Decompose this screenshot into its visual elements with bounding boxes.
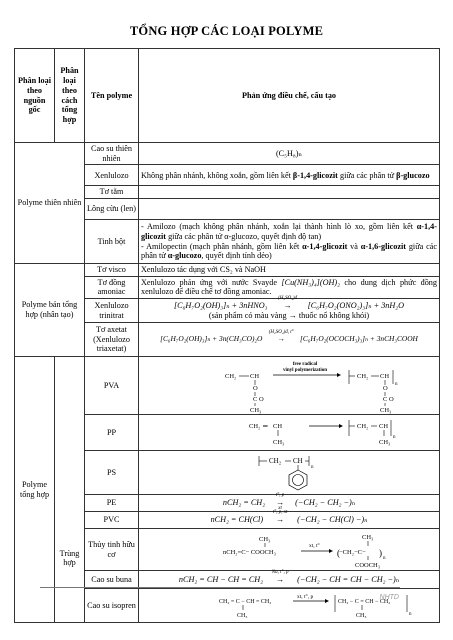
equation-note: (sản phẩm có màu vàng → thuốc nổ không khói) xyxy=(208,310,370,320)
equation-rhs: (−CH₂ − CH₂ −)ₙ xyxy=(295,498,356,508)
atom: CH xyxy=(379,422,389,430)
arrow-head xyxy=(325,599,329,603)
equation-lhs: nCH₂ = CH₂ xyxy=(222,498,266,508)
equation xyxy=(141,295,437,311)
equation xyxy=(141,330,437,344)
arrow-condition: xt, t° xyxy=(309,542,320,549)
page-title: TỔNG HỢP CÁC LOẠI POLYME xyxy=(129,24,324,38)
isoprene-structure xyxy=(139,590,449,622)
atom: CH₂ xyxy=(357,422,369,430)
polymer-name: Xenlulozo xyxy=(85,165,139,186)
reaction-arrow: (H₂SO₄)đ, t° → xyxy=(264,335,298,344)
text: cho dung dịch phức đồng xenlulozo để điều chế tơ đồng amoniac. xyxy=(141,277,437,297)
header-synthesis: Phân loại theo cách tổng hợp xyxy=(55,49,85,143)
polymer-name: Tơ tằm xyxy=(85,186,139,199)
bond-type: α-1,6-glicozit xyxy=(360,241,407,251)
polymer-name: PVA xyxy=(85,357,139,415)
table-row xyxy=(15,357,440,415)
atom: CH xyxy=(273,422,283,430)
reaction-arrow: (H₂SO₄)đ → xyxy=(270,301,306,311)
arrow-head xyxy=(329,549,333,553)
atom: CH xyxy=(250,372,260,380)
equation-rhs: (−CH₂ − CH(Cl) −)ₙ xyxy=(297,515,368,525)
arrow-condition: free radical xyxy=(292,361,318,367)
footer-divider xyxy=(40,587,400,588)
reaction-cell xyxy=(139,451,440,495)
arrow-condition: (H₂SO₄)đ, t° xyxy=(268,330,294,336)
paren-close: ) xyxy=(379,547,382,558)
reaction-cell xyxy=(139,571,440,589)
atom: CH₃ xyxy=(380,406,392,414)
polymer-name: Thủy tinh hữu cơ xyxy=(85,529,139,571)
reaction-cell xyxy=(139,295,440,323)
benzene-ring-icon xyxy=(289,470,307,490)
subscript: n xyxy=(395,381,398,387)
synthesis-blank xyxy=(55,357,85,495)
aromatic-ring xyxy=(293,474,304,485)
subscript: n xyxy=(383,555,386,561)
equation-rhs: [C₆H₇O₂(ONO₂)₃]ₙ + 3nH₂O xyxy=(307,300,405,310)
group-semi-synthetic: Polyme bán tổng hợp (nhân tạo) xyxy=(15,264,85,357)
pmma-structure xyxy=(139,530,449,570)
ps-structure xyxy=(139,452,449,494)
equation-rhs: (−CH₂ − CH = CH − CH₂ −)ₙ xyxy=(297,574,400,584)
equation-lhs: nCH₂ = CH(Cl) xyxy=(210,515,264,525)
text: giữa các phân tử xyxy=(141,241,438,261)
equation-rhs: [C₆H₇O₂(OCOCH₃)₃]ₙ + 3nCH₃COOH xyxy=(300,334,418,344)
equation-lhs: [C₆H₇O₂(OH)₃]ₙ + 3nHNO₃ xyxy=(173,300,268,310)
atom: CH₃ xyxy=(356,612,367,619)
atom: O xyxy=(389,395,394,403)
atom: CH₃ xyxy=(237,612,248,619)
reaction-cell xyxy=(139,512,440,529)
bond-type: α-1,4-glicozit xyxy=(141,222,437,241)
atom: CH₃ xyxy=(273,438,285,446)
text: - Amilozo (mạch không phân nhánh, xoắn lại thành hình lò xo, gồm liên kết xyxy=(141,222,417,232)
polymer-name: PVC xyxy=(85,512,139,529)
polymer-name: Tinh bột xyxy=(85,220,139,264)
text: giữa các phân tử α-glucozo, quyết định độ tan) xyxy=(166,231,322,241)
atom: O xyxy=(253,384,258,392)
reagent: [Cu(NH₃)₄](OH)₂ xyxy=(281,277,340,287)
header-row xyxy=(15,49,440,143)
polymer-name: Lông cừu (len) xyxy=(85,199,139,220)
pp-structure xyxy=(139,416,449,450)
polymer-name: Cao su thiên nhiên xyxy=(85,143,139,165)
arrow-condition: (H₂SO₄)đ xyxy=(278,295,298,301)
reaction-cell xyxy=(139,186,440,199)
equation xyxy=(141,569,437,585)
atom: O xyxy=(383,384,388,392)
header-source: Phân loại theo nguồn gốc xyxy=(15,49,55,143)
group-natural: Polyme thiên nhiên xyxy=(15,143,85,264)
polymer-name: Xenlulozo trinitrat xyxy=(85,299,139,323)
text: Xenlulozo phản ứng với nước Svayde xyxy=(141,277,282,287)
text: Không phân nhánh, không xoắn, gồm liên kết xyxy=(141,170,293,180)
atom: CH₂ xyxy=(225,372,237,380)
equation-lhs: [C₆H₇O₂(OH)₃]ₙ + 3n(CH₃CO)₂O xyxy=(160,334,263,344)
atom: C xyxy=(383,395,388,403)
subscript: n xyxy=(409,611,412,617)
table-row xyxy=(15,495,440,512)
reaction-cell xyxy=(139,143,440,165)
polymer-name: Cao su isopren xyxy=(85,589,139,623)
bond-type: α-1,4-glicozit xyxy=(302,241,348,251)
text: giữa các phân tử xyxy=(337,170,397,180)
equation xyxy=(141,510,437,525)
reaction-arrow: Na, t°, p → xyxy=(265,575,295,585)
group-addition: Trùng hợp xyxy=(55,495,85,623)
reaction-cell xyxy=(139,323,440,357)
text: và xyxy=(347,241,361,251)
reaction-cell xyxy=(139,199,440,220)
atom: CH₃ xyxy=(259,535,271,543)
atom: −CH₂−C− xyxy=(339,548,366,556)
text: , quyết định tính dẻo) xyxy=(201,251,272,261)
polymer-name: PP xyxy=(85,415,139,451)
arrow-condition: t°, p, xt xyxy=(272,510,288,516)
atom: CH₃ xyxy=(379,438,391,446)
reaction-cell xyxy=(139,529,440,571)
double-bond: ═ xyxy=(263,422,268,430)
reaction-cell xyxy=(139,495,440,512)
arrow-condition: t°, p xyxy=(275,493,285,499)
footer-signature: NHTD xyxy=(379,594,399,601)
monomer-unit: β-glucozo xyxy=(396,170,430,180)
reaction-cell xyxy=(139,415,440,451)
equation-rhs: CH₂ − C = CH − CH₂ xyxy=(338,598,391,605)
reaction-cell: Xenlulozo tác dụng với CS₂ và NaOH xyxy=(139,264,440,277)
table-row xyxy=(15,143,440,165)
polymer-name: PE xyxy=(85,495,139,512)
equation-lhs: CH₂ = C − CH = CH₂ xyxy=(219,598,272,605)
atom: CH₂ xyxy=(357,372,369,380)
equation-lhs: nCH₂ = CH − CH = CH₂ xyxy=(178,574,264,584)
polymer-table xyxy=(14,48,440,623)
header-reaction: Phản ứng điều chế, cấu tạo xyxy=(139,49,440,143)
atom: CH₂ xyxy=(249,422,261,430)
arrow-head xyxy=(339,424,343,428)
reaction-arrow: t°, p, xt → xyxy=(265,515,295,525)
monomer-unit: α-glucozo xyxy=(167,251,202,261)
reaction-cell xyxy=(139,357,440,415)
arrow-condition: Na, t°, p xyxy=(271,569,289,575)
reaction-arrow: t°, p → xt xyxy=(267,498,293,508)
formula: (C₅H₈)ₙ xyxy=(275,148,303,158)
reaction-cell xyxy=(139,220,440,264)
arrow-condition: xt xyxy=(278,506,282,512)
header-name: Tên polyme xyxy=(85,49,139,143)
polymer-name: Tơ axetat (Xenlulozo triaxetat) xyxy=(85,323,139,357)
atom: CH xyxy=(380,372,390,380)
atom: COOCH₃ xyxy=(355,561,381,569)
equation xyxy=(141,493,437,512)
group-synthetic: Polyme tổng hợp xyxy=(15,357,55,623)
atom: O xyxy=(259,395,264,403)
subscript: n xyxy=(311,464,314,470)
arrow-condition: xt, t°, p xyxy=(297,593,314,600)
bond-type: β-1,4-glicozit xyxy=(292,170,338,180)
table-row xyxy=(15,264,440,277)
atom: CH xyxy=(293,456,303,465)
atom: C xyxy=(253,395,258,403)
atom: CH₂ xyxy=(269,456,282,465)
atom: nCH₂=C− COOCH₃ xyxy=(223,548,276,556)
polymer-name: Tơ đồng amoniac xyxy=(85,276,139,298)
atom: CH₃ xyxy=(250,406,262,414)
arrow-condition: vinyl polymerization xyxy=(282,367,328,373)
subscript: n xyxy=(393,434,396,440)
pva-structure xyxy=(139,358,449,414)
reaction-cell xyxy=(139,165,440,186)
paren-open: ( xyxy=(337,547,340,558)
atom: CH₃ xyxy=(362,533,374,541)
polymer-name: Cao su buna xyxy=(85,571,139,589)
arrow-head xyxy=(337,373,341,377)
polymer-name: Tơ visco xyxy=(85,264,139,277)
polymer-name: PS xyxy=(85,451,139,495)
text: - Amilopectin (mạch phân nhánh, gồm liên kết xyxy=(141,241,303,251)
